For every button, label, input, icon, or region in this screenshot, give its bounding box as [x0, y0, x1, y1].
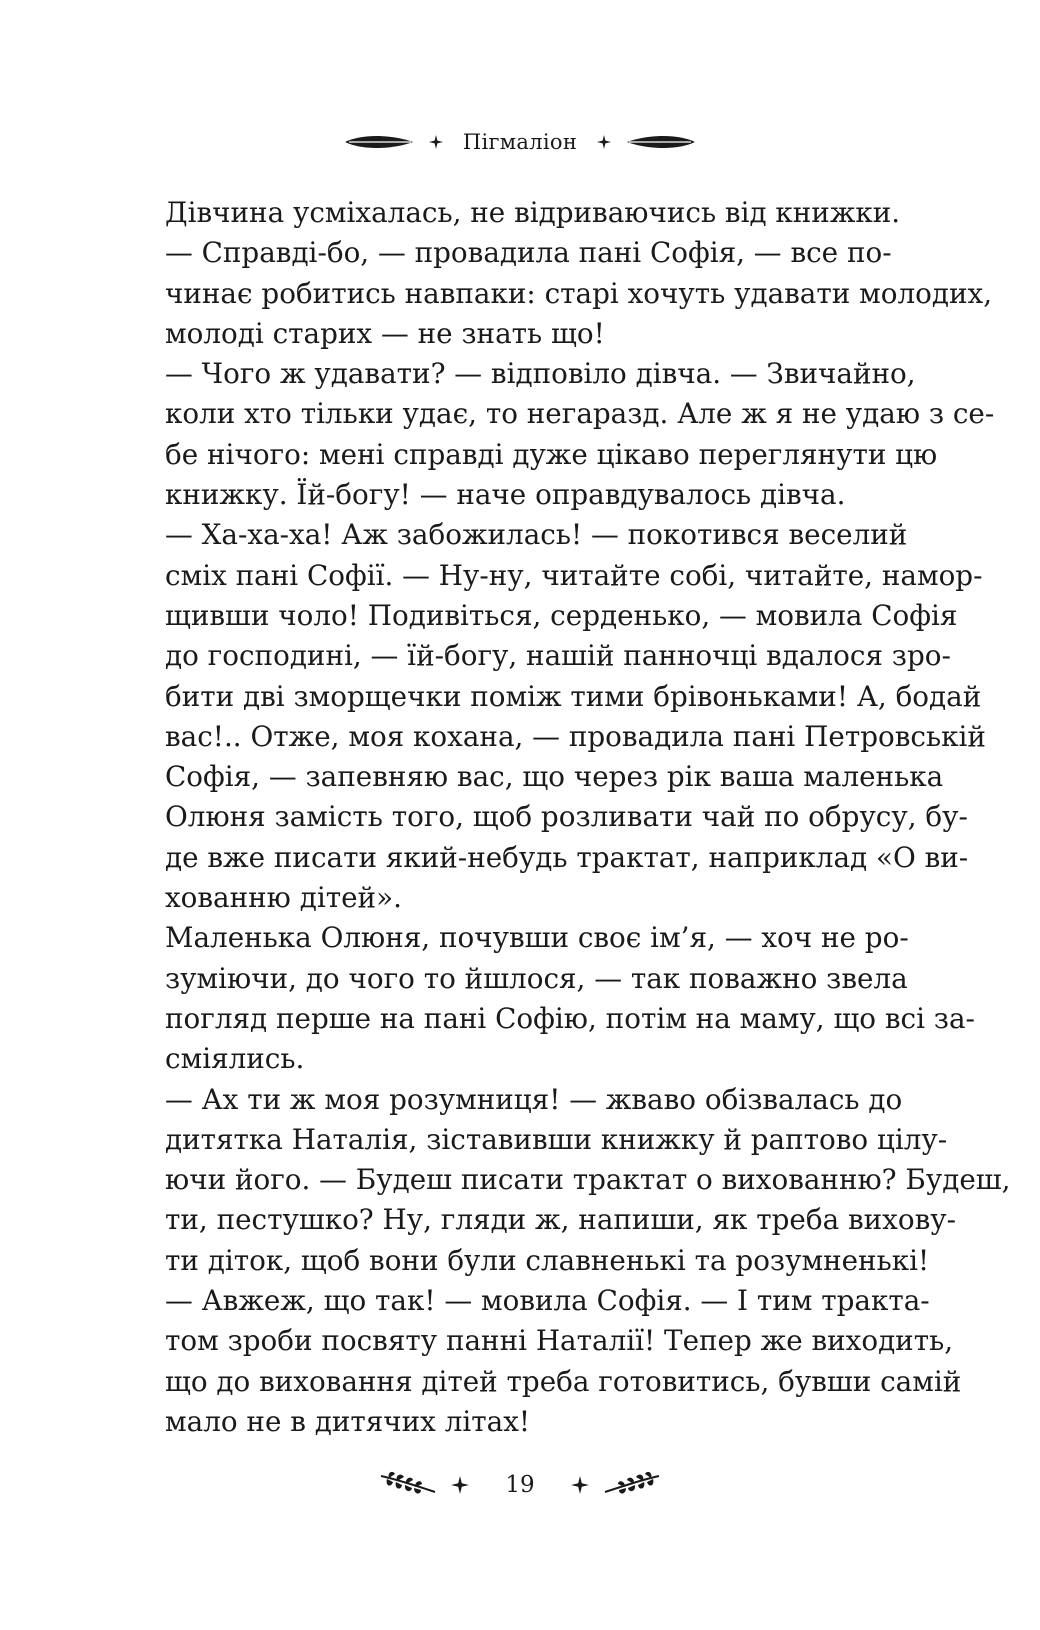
- text-line: книжку. Їй-богу! — наче оправдувалось дівча.: [165, 478, 846, 512]
- star-ornament-icon: [429, 135, 443, 149]
- leaf-ornament-left-icon: [343, 133, 415, 151]
- text-line: Олюня замість того, щоб розливати чай по обрусу, бу-: [165, 800, 968, 834]
- text-line: том зроби посвяту панні Наталії! Тепер же виходить,: [165, 1324, 954, 1358]
- text-line: вас!.. Отже, моя кохана, — провадила пані Петровській: [165, 719, 986, 753]
- text-line: мало не в дитячих літах!: [165, 1404, 531, 1438]
- page-number: 19: [505, 1472, 535, 1498]
- star-ornament-icon: [597, 135, 611, 149]
- text-line: Дівчина усміхалась, не відриваючись від книжки.: [165, 196, 901, 229]
- body-text: [165, 193, 1011, 1442]
- text-line: ючи його. — Будеш писати трактат о вихованню? Будеш,: [165, 1163, 1011, 1197]
- text-line: — Авжеж, що так! — мовила Софія. — І тим тракта-: [165, 1284, 930, 1318]
- text-line: зуміючи, до чого то йшлося, — так поважно звела: [165, 961, 908, 995]
- text-line: дитятка Наталія, зіставивши книжку й раптово цілу-: [165, 1122, 948, 1156]
- text-line: молоді старих — не знать що!: [165, 316, 605, 350]
- star-ornament-icon: [571, 1476, 589, 1494]
- text-line: сміх пані Софії. — Ну-ну, читайте собі, читайте, намор-: [165, 558, 983, 592]
- text-line: — Справді-бо, — провадила пані Софія, — все по-: [165, 236, 892, 270]
- text-line: погляд перше на пані Софію, потім на маму, що всі за-: [165, 1001, 975, 1035]
- text-line: сміялись.: [165, 1042, 305, 1076]
- feather-ornament-right-icon: [603, 1470, 661, 1500]
- text-line: Маленька Олюня, почувши своє ім’я, — хоч не ро-: [165, 921, 909, 955]
- text-line: ти діток, щоб вони були славненькі та розумненькі!: [165, 1243, 930, 1277]
- text-line: бити дві зморщечки поміж тими брівоньками! А, бодай: [165, 679, 982, 713]
- text-line: бе нічого: мені справді дуже цікаво переглянути цю: [165, 437, 938, 471]
- text-line: Софія, — запевняю вас, що через рік ваша маленька: [165, 760, 944, 794]
- text-line: — Ха-ха-ха! Аж забожилась! — покотився веселий: [165, 518, 908, 552]
- star-ornament-icon: [451, 1476, 469, 1494]
- text-line: де вже писати який-небудь трактат, наприклад «О ви-: [165, 840, 969, 874]
- text-line: — Чого ж удавати? — відповіло дівча. — Звичайно,: [165, 357, 916, 391]
- running-header: [0, 120, 1040, 164]
- feather-ornament-left-icon: [379, 1470, 437, 1500]
- chapter-title: Пігмаліон: [462, 130, 578, 154]
- text-line: що до виховання дітей треба готовитись, бувши самій: [165, 1364, 962, 1398]
- text-line: щивши чоло! Подивіться, серденько, — мовила Софія: [165, 598, 958, 632]
- text-line: коли хто тільки удає, то негаразд. Але ж я не удаю з се-: [165, 397, 995, 431]
- text-line: хованню дітей».: [165, 881, 402, 915]
- leaf-ornament-right-icon: [625, 133, 697, 151]
- text-line: до господині, — їй-богу, нашій панночці вдалося зро-: [165, 639, 951, 673]
- text-line: ти, пестушко? Ну, гляди ж, напиши, як треба вихову-: [165, 1203, 956, 1237]
- page-footer: [0, 1460, 1040, 1510]
- text-line: — Ах ти ж моя розумниця! — жваво обізвалась до: [165, 1082, 903, 1116]
- text-line: чинає робитись навпаки: старі хочуть удавати молодих,: [165, 276, 993, 310]
